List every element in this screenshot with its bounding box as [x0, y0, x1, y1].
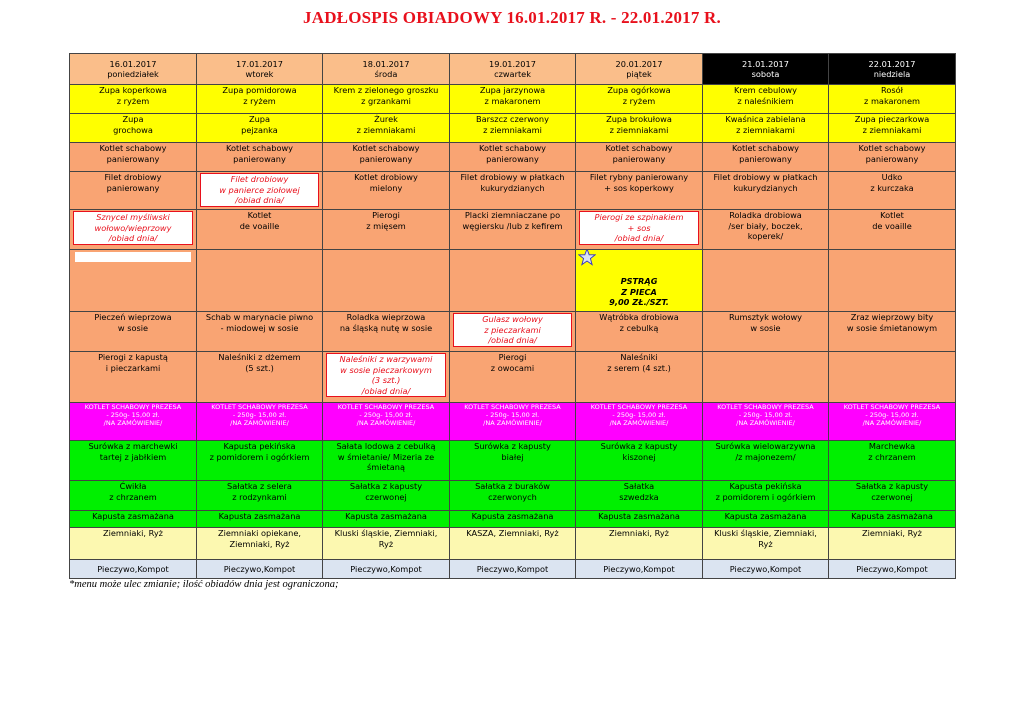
menu-cell: Roladka drobiowa /ser biały, boczek, koperek/: [703, 210, 829, 250]
day-header: [70, 54, 197, 85]
menu-cell: Kapusta zasmażana: [197, 511, 323, 528]
menu-cell: Filet drobiowy w płatkach kukurydzianych: [450, 172, 576, 210]
menu-cell: Pieczywo,Kompot: [323, 560, 450, 579]
menu-cell: Pieczywo,Kompot: [197, 560, 323, 579]
menu-cell: Ziemniaki, Ryż: [576, 528, 703, 560]
menu-cell: Kapusta pekińska z pomidorem i ogórkiem: [197, 441, 323, 481]
menu-cell: Pieczywo,Kompot: [70, 560, 197, 579]
dish-of-the-day: Naleśniki z warzywami w sosie pieczarkowym (3 szt.) /obiad dnia/: [326, 353, 446, 397]
menu-cell: [323, 250, 450, 312]
side-row: [70, 511, 956, 528]
day-name: niedziela: [873, 69, 911, 79]
menu-cell: Krem z zielonego groszku z grzankami: [323, 85, 450, 114]
side-row: [70, 528, 956, 560]
menu-cell: Filet drobiowy panierowany: [70, 172, 197, 210]
main-course-row: [70, 250, 956, 312]
menu-cell: KOTLET SCHABOWY PREZESA - 250g- 15,00 zł. /NA ZAMÓWIENIE/: [197, 403, 323, 441]
menu-cell: Krem cebulowy z naleśnikiem: [703, 85, 829, 114]
menu-cell: Surówka wielowarzywna /z majonezem/: [703, 441, 829, 481]
menu-cell: Zupa ogórkowa z ryżem: [576, 85, 703, 114]
menu-cell: Zupa jarzynowa z makaronem: [450, 85, 576, 114]
menu-cell: Sałatka z kapusty czerwonej: [829, 481, 956, 511]
day-header-row: [70, 54, 956, 85]
menu-cell: KOTLET SCHABOWY PREZESA - 250g- 15,00 zł. /NA ZAMÓWIENIE/: [70, 403, 197, 441]
menu-cell: Barszcz czerwony z ziemniakami: [450, 114, 576, 143]
menu-cell: Schab w marynacie piwno - miodowej w sosie: [197, 312, 323, 352]
menu-cell: Kapusta zasmażana: [70, 511, 197, 528]
menu-cell: [323, 352, 450, 403]
menu-cell: Marchewka z chrzanem: [829, 441, 956, 481]
menu-cell: KOTLET SCHABOWY PREZESA - 250g- 15,00 zł. /NA ZAMÓWIENIE/: [703, 403, 829, 441]
day-name: sobota: [751, 69, 780, 79]
day-date: 22.01.2017: [868, 58, 916, 69]
menu-cell: Sałatka z kapusty czerwonej: [323, 481, 450, 511]
menu-cell: Zupa pieczarkowa z ziemniakami: [829, 114, 956, 143]
day-name: piątek: [626, 69, 652, 79]
empty-box: [75, 252, 191, 262]
menu-cell: Żurek z ziemniakami: [323, 114, 450, 143]
main-course-row: [70, 172, 956, 210]
menu-cell: Sałatka szwedzka: [576, 481, 703, 511]
menu-cell: Surówka z kapusty kiszonej: [576, 441, 703, 481]
menu-cell: [576, 210, 703, 250]
day-name: poniedziałek: [107, 69, 159, 79]
day-header: [197, 54, 323, 85]
dish-of-the-day: Pierogi ze szpinakiem + sos /obiad dnia/: [579, 211, 699, 245]
menu-cell: [70, 250, 197, 312]
menu-cell: Sałatka z buraków czerwonych: [450, 481, 576, 511]
menu-cell: Roladka wieprzowa na śląską nutę w sosie: [323, 312, 450, 352]
day-header: [703, 54, 829, 85]
menu-cell: [829, 352, 956, 403]
menu-cell: [197, 172, 323, 210]
main-course-row: [70, 210, 956, 250]
menu-cell: Zraz wieprzowy bity w sosie śmietanowym: [829, 312, 956, 352]
day-date: 20.01.2017: [615, 58, 663, 69]
menu-cell: Rosół z makaronem: [829, 85, 956, 114]
menu-cell: [450, 250, 576, 312]
menu-cell: Kapusta zasmażana: [323, 511, 450, 528]
menu-cell: Zupa pejzanka: [197, 114, 323, 143]
page-title: JADŁOSPIS OBIADOWY 16.01.2017 R. - 22.01.2017 R.: [303, 8, 721, 27]
menu-cell: Kotlet schabowy panierowany: [576, 143, 703, 172]
menu-cell: Kotlet schabowy panierowany: [323, 143, 450, 172]
menu-cell: Pieczywo,Kompot: [450, 560, 576, 579]
menu-cell: Placki ziemniaczane po węgiersku /lub z kefirem: [450, 210, 576, 250]
menu-cell: KASZA, Ziemniaki, Ryż: [450, 528, 576, 560]
dish-of-the-day: Sznycel myśliwski wołowo/wieprzowy /obiad dnia/: [73, 211, 193, 245]
menu-cell: Rumsztyk wołowy w sosie: [703, 312, 829, 352]
menu-cell: Kotlet schabowy panierowany: [450, 143, 576, 172]
menu-cell: Zupa pomidorowa z ryżem: [197, 85, 323, 114]
menu-cell: Naleśniki z dżemem (5 szt.): [197, 352, 323, 403]
menu-cell: Pieczeń wieprzowa w sosie: [70, 312, 197, 352]
menu-cell: [197, 250, 323, 312]
menu-cell: [450, 312, 576, 352]
menu-cell: [70, 210, 197, 250]
menu-cell: Ziemniaki, Ryż: [829, 528, 956, 560]
menu-cell: Zupa grochowa: [70, 114, 197, 143]
menu-cell: Surówka z kapusty białej: [450, 441, 576, 481]
day-date: 19.01.2017: [489, 58, 536, 69]
menu-cell: Kapusta zasmażana: [829, 511, 956, 528]
menu-cell: Zupa koperkowa z ryżem: [70, 85, 197, 114]
day-date: 16.01.2017: [109, 58, 157, 69]
day-header: [323, 54, 450, 85]
menu-cell: Udko z kurczaka: [829, 172, 956, 210]
menu-cell: Kotlet schabowy panierowany: [703, 143, 829, 172]
menu-table: [69, 53, 956, 579]
menu-cell: Pieczywo,Kompot: [576, 560, 703, 579]
menu-cell: Kapusta zasmażana: [450, 511, 576, 528]
menu-cell: Sałatka z selera z rodzynkami: [197, 481, 323, 511]
menu-cell: KOTLET SCHABOWY PREZESA - 250g- 15,00 zł. /NA ZAMÓWIENIE/: [576, 403, 703, 441]
main-course-row: [70, 352, 956, 403]
menu-cell: Kapusta zasmażana: [576, 511, 703, 528]
menu-cell: Wątróbka drobiowa z cebulką: [576, 312, 703, 352]
menu-cell: Pieczywo,Kompot: [703, 560, 829, 579]
day-date: 18.01.2017: [362, 58, 410, 69]
menu-cell: Ćwikła z chrzanem: [70, 481, 197, 511]
menu-cell: Kapusta pekińska z pomidorem i ogórkiem: [703, 481, 829, 511]
menu-cell: Ziemniaki opiekane, Ziemniaki, Ryż: [197, 528, 323, 560]
special-order-row: [70, 403, 956, 441]
menu-cell: Pierogi z kapustą i pieczarkami: [70, 352, 197, 403]
main-course-row: [70, 143, 956, 172]
menu-cell: Kluski śląskie, Ziemniaki, Ryż: [323, 528, 450, 560]
menu-cell: Filet drobiowy w płatkach kukurydzianych: [703, 172, 829, 210]
day-header: [576, 54, 703, 85]
day-header: [829, 54, 956, 85]
dish-of-the-day: Filet drobiowy w panierce ziołowej /obiad dnia/: [200, 173, 319, 207]
menu-cell: Kapusta zasmażana: [703, 511, 829, 528]
menu-cell: KOTLET SCHABOWY PREZESA - 250g- 15,00 zł. /NA ZAMÓWIENIE/: [323, 403, 450, 441]
salad-row: [70, 481, 956, 511]
menu-cell: KOTLET SCHABOWY PREZESA - 250g- 15,00 zł. /NA ZAMÓWIENIE/: [450, 403, 576, 441]
menu-cell: [703, 352, 829, 403]
menu-cell: Kotlet schabowy panierowany: [197, 143, 323, 172]
day-date: 21.01.2017: [742, 58, 789, 69]
trout-special: [576, 250, 703, 312]
menu-cell: Pierogi z owocami: [450, 352, 576, 403]
menu-cell: Kotlet drobiowy mielony: [323, 172, 450, 210]
menu-cell: Kotlet de voaille: [829, 210, 956, 250]
menu-cell: Pierogi z mięsem: [323, 210, 450, 250]
menu-cell: Pieczywo,Kompot: [829, 560, 956, 579]
menu-cell: Ziemniaki, Ryż: [70, 528, 197, 560]
menu-cell: Naleśniki z serem (4 szt.): [576, 352, 703, 403]
menu-cell: Surówka z marchewki tartej z jabłkiem: [70, 441, 197, 481]
soup-row: [70, 85, 956, 114]
menu-cell: Filet rybny panierowany + sos koperkowy: [576, 172, 703, 210]
day-name: środa: [374, 69, 398, 79]
day-date: 17.01.2017: [236, 58, 283, 69]
salad-row: [70, 441, 956, 481]
menu-cell: Kotlet schabowy panierowany: [829, 143, 956, 172]
star-icon: [578, 250, 596, 267]
menu-cell: KOTLET SCHABOWY PREZESA - 250g- 15,00 zł. /NA ZAMÓWIENIE/: [829, 403, 956, 441]
dish-of-the-day: Gulasz wołowy z pieczarkami /obiad dnia/: [453, 313, 572, 347]
menu-cell: Kotlet schabowy panierowany: [70, 143, 197, 172]
footnote: *menu może ulec zmianie; ilość obiadów dnia jest ograniczona;: [69, 579, 339, 590]
day-header: [450, 54, 576, 85]
menu-cell: [703, 250, 829, 312]
day-name: wtorek: [245, 69, 274, 79]
menu-cell: Zupa brokułowa z ziemniakami: [576, 114, 703, 143]
day-name: czwartek: [494, 69, 531, 79]
menu-cell: Sałata lodowa z cebulką w śmietanie/ Mizeria ze śmietaną: [323, 441, 450, 481]
menu-cell: [829, 250, 956, 312]
soup-row: [70, 114, 956, 143]
main-course-row: [70, 312, 956, 352]
menu-cell: Kwaśnica zabielana z ziemniakami: [703, 114, 829, 143]
menu-cell: Kotlet de voaille: [197, 210, 323, 250]
menu-cell: Kluski śląskie, Ziemniaki, Ryż: [703, 528, 829, 560]
trout-special-text: PSTRĄG Z PIECA 9,00 ZŁ./SZT.: [609, 276, 669, 308]
bread-row: [70, 560, 956, 579]
